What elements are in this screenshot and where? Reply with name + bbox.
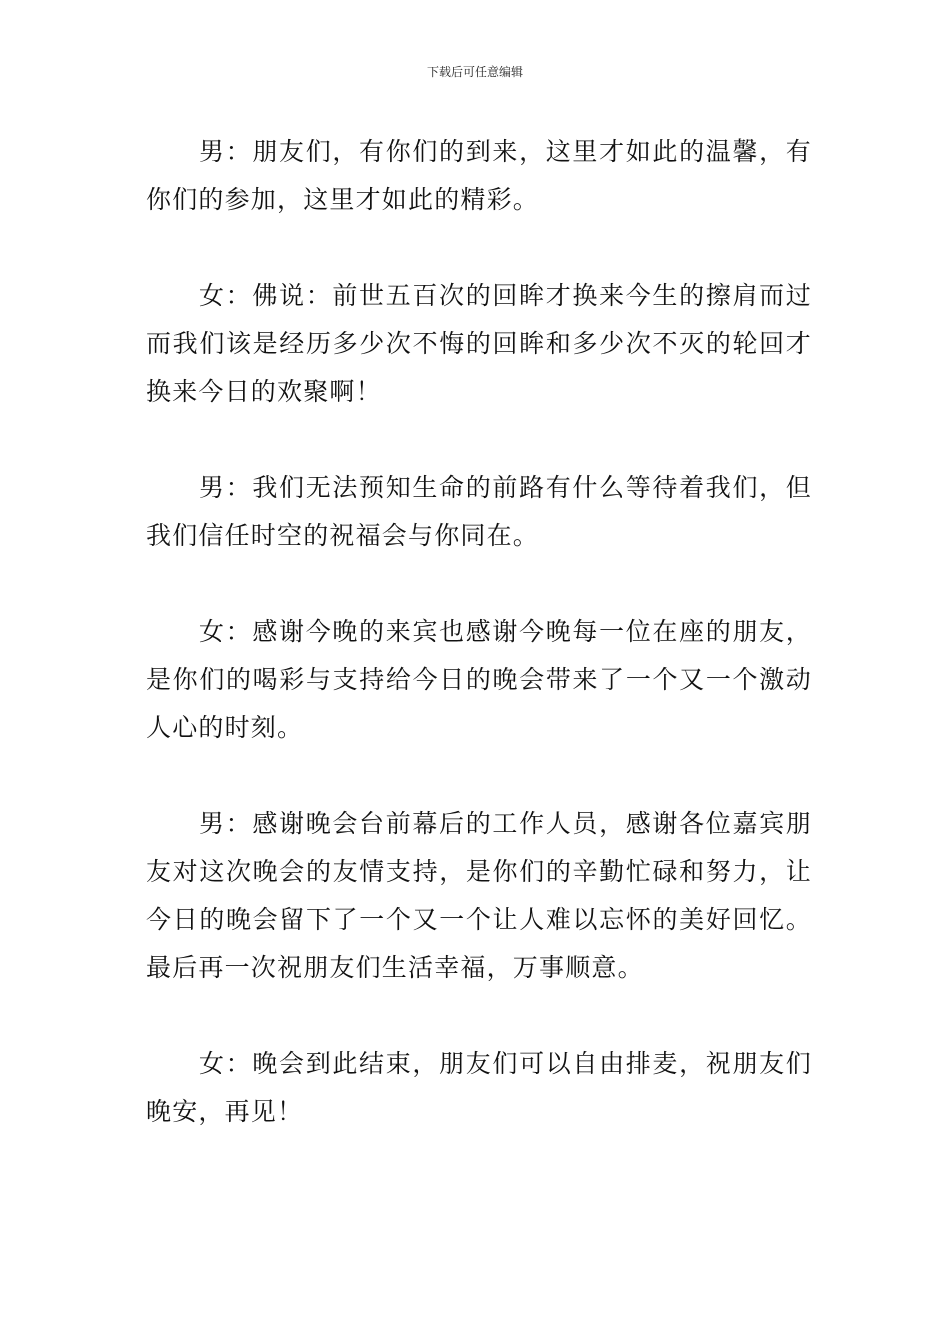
page-header: 下载后可任意编辑 — [426, 65, 523, 79]
paragraph-4: 女：感谢今晚的来宾也感谢今晚每一位在座的朋友，是你们的喝彩与支持给今日的晚会带来了一个又一个激动人心的时刻。 — [146, 617, 812, 742]
document-body — [146, 128, 812, 1184]
paragraph-5: 男：感谢晚会台前幕后的工作人员，感谢各位嘉宾朋友对这次晚会的友情支持，是你们的辛勤忙碌和努力，让今日的晚会留下了一个又一个让人难以忘怀的美好回忆。最后再一次祝朋友们生活幸福，万事顺意。 — [146, 809, 812, 982]
paragraph-6: 女：晚会到此结束，朋友们可以自由排麦，祝朋友们晚安，再见！ — [146, 1049, 812, 1126]
paragraph-3: 男：我们无法预知生命的前路有什么等待着我们，但我们信任时空的祝福会与你同在。 — [146, 473, 812, 550]
paragraph-1: 男：朋友们，有你们的到来，这里才如此的温馨，有你们的参加，这里才如此的精彩。 — [146, 137, 812, 214]
paragraph-2: 女：佛说：前世五百次的回眸才换来今生的擦肩而过而我们该是经历多少次不悔的回眸和多少次不灭的轮回才换来今日的欢聚啊！ — [146, 281, 812, 406]
